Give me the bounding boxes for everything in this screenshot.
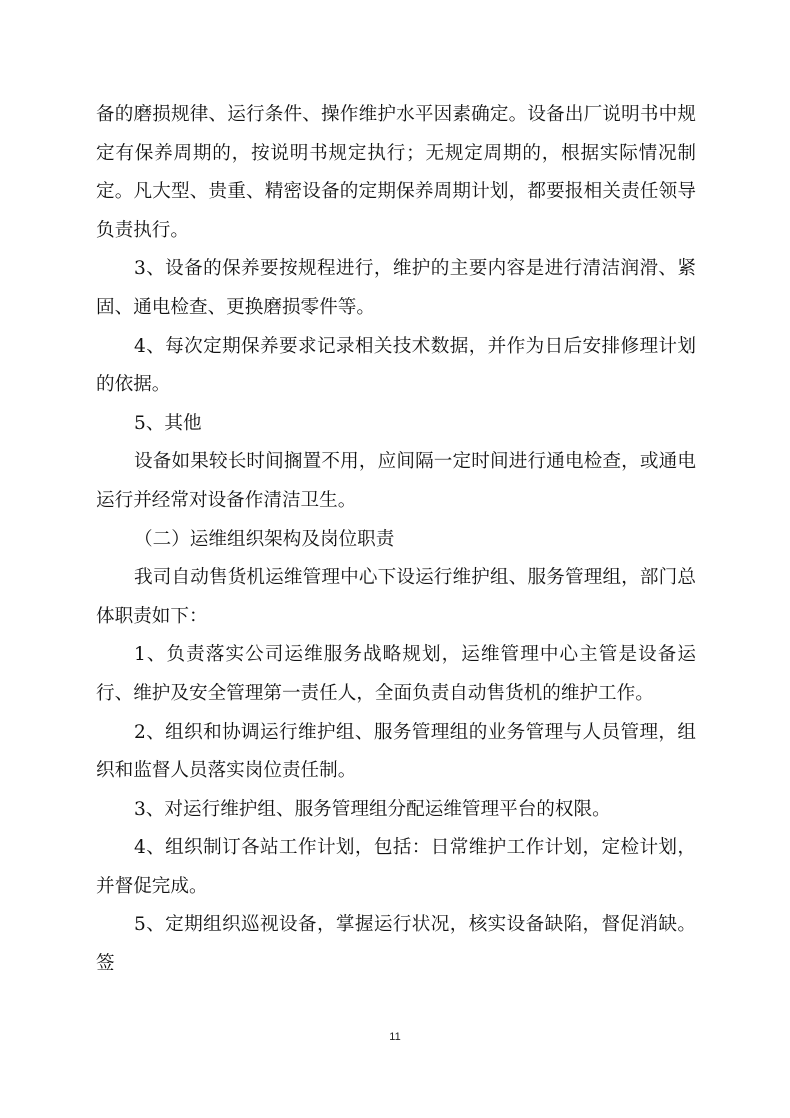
paragraph-continuation: 备的磨损规律、运行条件、操作维护水平因素确定。设备出厂说明书中规定有保养周期的，按说明书规定执行；无规定周期的，根据实际情况制定。凡大型、贵重、精密设备的定期保养周期计划，都要报相关责任领导负责执行。	[96, 104, 696, 241]
paragraph-intro: 我司自动售货机运维管理中心下设运行维护组、服务管理组，部门总体职责如下：	[96, 567, 696, 627]
paragraph-item-5-heading: 5、其他	[134, 412, 202, 434]
paragraph-other-body: 设备如果较长时间搁置不用，应间隔一定时间进行通电检查，或通电运行并经常对设备作清洁卫生。	[96, 451, 696, 511]
duty-item-2: 2、组织和协调运行维护组、服务管理组的业务管理与人员管理，组织和监督人员落实岗位责任制。	[96, 721, 696, 782]
duty-item-1: 1、负责落实公司运维服务战略规划，运维管理中心主管是设备运行、维护及安全管理第一责任人，全面负责自动售货机的维护工作。	[96, 644, 696, 704]
paragraph-item-3: 3、设备的保养要按规程进行，维护的主要内容是进行清洁润滑、紧固、通电检查、更换磨损零件等。	[96, 258, 696, 318]
paragraph-item-4: 4、每次定期保养要求记录相关技术数据，并作为日后安排修理计划的依据。	[96, 335, 696, 396]
page-number: 11	[389, 1031, 401, 1043]
duty-item-4: 4、组织制订各站工作计划，包括：日常维护工作计划，定检计划，并督促完成。	[96, 837, 696, 897]
page-body	[96, 96, 696, 984]
section-heading: （二）运维组织架构及岗位职责	[134, 528, 395, 550]
duty-item-3: 3、对运行维护组、服务管理组分配运维管理平台的权限。	[134, 798, 611, 820]
duty-item-5: 5、定期组织巡视设备，掌握运行状况，核实设备缺陷，督促消缺。签	[96, 914, 696, 975]
